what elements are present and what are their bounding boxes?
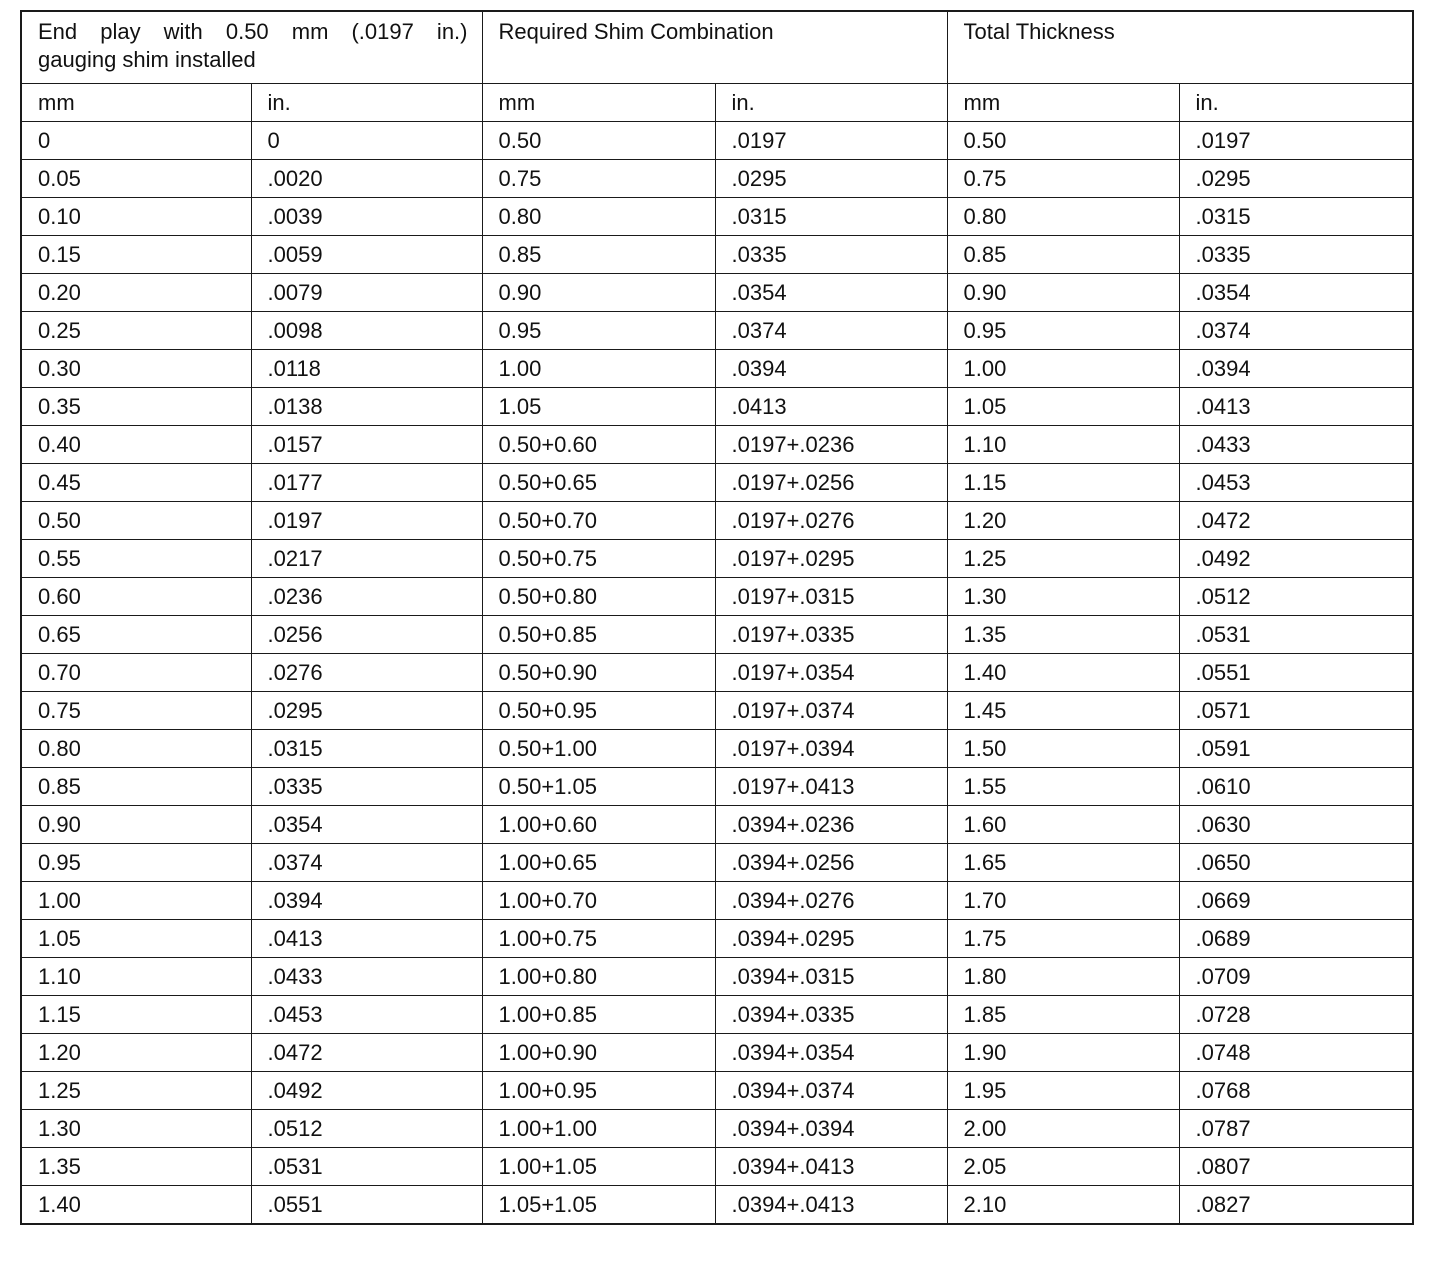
cell-shim-mm: 1.00+1.05: [482, 1148, 715, 1186]
cell-end-play-in: .0098: [251, 312, 482, 350]
cell-end-play-mm: 0: [21, 122, 251, 160]
cell-total-mm: 1.75: [947, 920, 1179, 958]
cell-total-mm: 1.30: [947, 578, 1179, 616]
cell-shim-mm: 0.80: [482, 198, 715, 236]
cell-total-mm: 1.40: [947, 654, 1179, 692]
cell-total-mm: 1.35: [947, 616, 1179, 654]
cell-end-play-mm: 0.85: [21, 768, 251, 806]
cell-shim-mm: 0.50: [482, 122, 715, 160]
cell-end-play-in: .0315: [251, 730, 482, 768]
end-play-header-line2: gauging shim installed: [38, 47, 256, 72]
cell-shim-mm: 1.00+0.85: [482, 996, 715, 1034]
cell-end-play-mm: 1.20: [21, 1034, 251, 1072]
cell-end-play-in: .0453: [251, 996, 482, 1034]
cell-total-mm: 0.50: [947, 122, 1179, 160]
cell-end-play-mm: 0.60: [21, 578, 251, 616]
cell-shim-in: .0295: [715, 160, 947, 198]
cell-end-play-in: .0236: [251, 578, 482, 616]
cell-end-play-mm: 1.30: [21, 1110, 251, 1148]
cell-total-mm: 1.95: [947, 1072, 1179, 1110]
cell-shim-mm: 1.05: [482, 388, 715, 426]
cell-end-play-in: .0354: [251, 806, 482, 844]
required-shim-header-text: Required Shim Combination: [498, 19, 774, 44]
table-row: [21, 768, 1413, 806]
table-row: [21, 160, 1413, 198]
cell-total-in: .0669: [1179, 882, 1413, 920]
unit-header-end-play-mm: mm: [21, 84, 251, 122]
table-row: [21, 1148, 1413, 1186]
cell-end-play-in: .0276: [251, 654, 482, 692]
table-body: [21, 11, 1413, 1224]
cell-end-play-in: .0413: [251, 920, 482, 958]
table-row: [21, 502, 1413, 540]
unit-header-shim-mm: mm: [482, 84, 715, 122]
cell-shim-mm: 0.50+0.85: [482, 616, 715, 654]
cell-end-play-in: .0295: [251, 692, 482, 730]
cell-shim-mm: 0.50+0.80: [482, 578, 715, 616]
cell-total-in: .0295: [1179, 160, 1413, 198]
total-thickness-header-text: Total Thickness: [963, 19, 1115, 44]
cell-end-play-mm: 0.40: [21, 426, 251, 464]
table-row: [21, 464, 1413, 502]
table-row: [21, 730, 1413, 768]
cell-total-in: .0472: [1179, 502, 1413, 540]
cell-total-mm: 0.85: [947, 236, 1179, 274]
cell-end-play-mm: 1.00: [21, 882, 251, 920]
cell-total-mm: 0.75: [947, 160, 1179, 198]
table-row: [21, 1072, 1413, 1110]
cell-end-play-mm: 0.70: [21, 654, 251, 692]
cell-total-mm: 1.60: [947, 806, 1179, 844]
cell-end-play-mm: 0.20: [21, 274, 251, 312]
cell-total-in: .0610: [1179, 768, 1413, 806]
cell-total-in: .0354: [1179, 274, 1413, 312]
cell-shim-mm: 0.50+0.65: [482, 464, 715, 502]
cell-total-in: .0728: [1179, 996, 1413, 1034]
cell-shim-mm: 0.95: [482, 312, 715, 350]
cell-total-in: .0433: [1179, 426, 1413, 464]
cell-end-play-mm: 0.25: [21, 312, 251, 350]
cell-shim-in: .0197+.0394: [715, 730, 947, 768]
table-row: [21, 388, 1413, 426]
cell-shim-in: .0394+.0256: [715, 844, 947, 882]
cell-total-mm: 1.05: [947, 388, 1179, 426]
cell-shim-mm: 0.75: [482, 160, 715, 198]
cell-end-play-in: .0039: [251, 198, 482, 236]
cell-total-mm: 2.00: [947, 1110, 1179, 1148]
cell-shim-mm: 0.50+0.95: [482, 692, 715, 730]
unit-header-end-play-in: in.: [251, 84, 482, 122]
cell-end-play-in: .0512: [251, 1110, 482, 1148]
cell-shim-in: .0394+.0394: [715, 1110, 947, 1148]
cell-shim-in: .0413: [715, 388, 947, 426]
cell-end-play-in: .0433: [251, 958, 482, 996]
cell-shim-mm: 1.00+0.60: [482, 806, 715, 844]
cell-shim-in: .0197+.0295: [715, 540, 947, 578]
unit-header-row: [21, 84, 1413, 122]
cell-end-play-in: 0: [251, 122, 482, 160]
cell-total-in: .0807: [1179, 1148, 1413, 1186]
group-header-row: [21, 11, 1413, 84]
cell-total-in: .0827: [1179, 1186, 1413, 1225]
cell-end-play-in: .0531: [251, 1148, 482, 1186]
cell-shim-in: .0197: [715, 122, 947, 160]
cell-end-play-in: .0492: [251, 1072, 482, 1110]
cell-shim-in: .0197+.0236: [715, 426, 947, 464]
table-row: [21, 274, 1413, 312]
cell-end-play-in: .0551: [251, 1186, 482, 1225]
cell-shim-mm: 0.90: [482, 274, 715, 312]
cell-total-mm: 1.00: [947, 350, 1179, 388]
cell-total-in: .0748: [1179, 1034, 1413, 1072]
cell-end-play-mm: 0.55: [21, 540, 251, 578]
table-row: [21, 1186, 1413, 1225]
table-row: [21, 198, 1413, 236]
cell-shim-in: .0394+.0335: [715, 996, 947, 1034]
cell-shim-in: .0315: [715, 198, 947, 236]
cell-end-play-in: .0335: [251, 768, 482, 806]
table-row: [21, 1034, 1413, 1072]
cell-end-play-in: .0394: [251, 882, 482, 920]
cell-end-play-mm: 0.65: [21, 616, 251, 654]
cell-total-in: .0650: [1179, 844, 1413, 882]
cell-total-mm: 1.15: [947, 464, 1179, 502]
cell-total-in: .0197: [1179, 122, 1413, 160]
cell-end-play-in: .0217: [251, 540, 482, 578]
cell-shim-in: .0197+.0276: [715, 502, 947, 540]
table-row: [21, 616, 1413, 654]
cell-total-in: .0689: [1179, 920, 1413, 958]
table-row: [21, 540, 1413, 578]
cell-end-play-mm: 0.30: [21, 350, 251, 388]
cell-total-in: .0709: [1179, 958, 1413, 996]
cell-shim-mm: 1.00+0.80: [482, 958, 715, 996]
cell-end-play-mm: 1.05: [21, 920, 251, 958]
cell-end-play-mm: 0.35: [21, 388, 251, 426]
cell-shim-mm: 0.50+0.60: [482, 426, 715, 464]
cell-shim-mm: 1.00+0.75: [482, 920, 715, 958]
cell-total-mm: 1.50: [947, 730, 1179, 768]
cell-end-play-mm: 0.50: [21, 502, 251, 540]
cell-end-play-mm: 0.90: [21, 806, 251, 844]
cell-shim-mm: 0.50+1.00: [482, 730, 715, 768]
cell-end-play-mm: 0.95: [21, 844, 251, 882]
cell-total-mm: 2.10: [947, 1186, 1179, 1225]
cell-end-play-in: .0020: [251, 160, 482, 198]
table-row: [21, 806, 1413, 844]
cell-total-in: .0591: [1179, 730, 1413, 768]
cell-total-in: .0315: [1179, 198, 1413, 236]
cell-total-mm: 1.25: [947, 540, 1179, 578]
cell-total-in: .0413: [1179, 388, 1413, 426]
table-row: [21, 122, 1413, 160]
cell-shim-in: .0354: [715, 274, 947, 312]
table-row: [21, 578, 1413, 616]
cell-end-play-mm: 1.25: [21, 1072, 251, 1110]
cell-shim-in: .0197+.0315: [715, 578, 947, 616]
cell-end-play-in: .0138: [251, 388, 482, 426]
cell-shim-in: .0394+.0374: [715, 1072, 947, 1110]
cell-shim-in: .0374: [715, 312, 947, 350]
cell-shim-in: .0394: [715, 350, 947, 388]
cell-shim-mm: 0.50+0.70: [482, 502, 715, 540]
unit-header-shim-in: in.: [715, 84, 947, 122]
cell-shim-in: .0394+.0295: [715, 920, 947, 958]
cell-end-play-mm: 1.35: [21, 1148, 251, 1186]
cell-end-play-mm: 0.10: [21, 198, 251, 236]
cell-total-mm: 1.20: [947, 502, 1179, 540]
cell-shim-in: .0394+.0413: [715, 1186, 947, 1225]
cell-total-in: .0630: [1179, 806, 1413, 844]
table-row: [21, 844, 1413, 882]
required-shim-header: [482, 11, 947, 84]
cell-shim-in: .0197+.0256: [715, 464, 947, 502]
cell-shim-in: .0394+.0354: [715, 1034, 947, 1072]
cell-end-play-mm: 1.10: [21, 958, 251, 996]
cell-total-in: .0453: [1179, 464, 1413, 502]
cell-total-mm: 0.90: [947, 274, 1179, 312]
cell-shim-in: .0394+.0315: [715, 958, 947, 996]
cell-total-in: .0551: [1179, 654, 1413, 692]
cell-shim-mm: 1.00+0.95: [482, 1072, 715, 1110]
cell-end-play-in: .0256: [251, 616, 482, 654]
cell-shim-mm: 1.00+0.90: [482, 1034, 715, 1072]
cell-total-mm: 1.90: [947, 1034, 1179, 1072]
cell-total-in: .0768: [1179, 1072, 1413, 1110]
table-row: [21, 958, 1413, 996]
cell-total-in: .0571: [1179, 692, 1413, 730]
cell-total-mm: 1.80: [947, 958, 1179, 996]
table-row: [21, 426, 1413, 464]
cell-end-play-in: .0157: [251, 426, 482, 464]
end-play-header-line1: End play with 0.50 mm (.0197 in.): [38, 19, 468, 44]
cell-end-play-mm: 1.15: [21, 996, 251, 1034]
cell-shim-mm: 1.00: [482, 350, 715, 388]
cell-end-play-in: .0472: [251, 1034, 482, 1072]
total-thickness-header: [947, 11, 1413, 84]
table-row: [21, 1110, 1413, 1148]
table-row: [21, 692, 1413, 730]
unit-header-total-in: in.: [1179, 84, 1413, 122]
cell-total-in: .0787: [1179, 1110, 1413, 1148]
cell-end-play-mm: 0.05: [21, 160, 251, 198]
end-play-header: [21, 11, 482, 84]
cell-end-play-in: .0079: [251, 274, 482, 312]
table-row: [21, 350, 1413, 388]
cell-end-play-in: .0118: [251, 350, 482, 388]
table-row: [21, 654, 1413, 692]
table-row: [21, 312, 1413, 350]
cell-shim-in: .0394+.0276: [715, 882, 947, 920]
cell-end-play-in: .0059: [251, 236, 482, 274]
cell-shim-in: .0197+.0374: [715, 692, 947, 730]
cell-total-mm: 0.80: [947, 198, 1179, 236]
table-row: [21, 920, 1413, 958]
cell-end-play-in: .0197: [251, 502, 482, 540]
cell-total-mm: 1.45: [947, 692, 1179, 730]
cell-shim-in: .0197+.0354: [715, 654, 947, 692]
cell-total-mm: 1.55: [947, 768, 1179, 806]
cell-total-mm: 1.10: [947, 426, 1179, 464]
cell-shim-mm: 1.05+1.05: [482, 1186, 715, 1225]
cell-total-in: .0394: [1179, 350, 1413, 388]
cell-total-in: .0531: [1179, 616, 1413, 654]
cell-shim-mm: 0.50+0.90: [482, 654, 715, 692]
cell-shim-mm: 1.00+0.65: [482, 844, 715, 882]
cell-total-in: .0335: [1179, 236, 1413, 274]
cell-shim-in: .0335: [715, 236, 947, 274]
cell-shim-mm: 1.00+1.00: [482, 1110, 715, 1148]
cell-shim-in: .0394+.0413: [715, 1148, 947, 1186]
cell-total-mm: 2.05: [947, 1148, 1179, 1186]
cell-shim-mm: 0.50+0.75: [482, 540, 715, 578]
cell-end-play-mm: 0.80: [21, 730, 251, 768]
unit-header-total-mm: mm: [947, 84, 1179, 122]
cell-total-in: .0374: [1179, 312, 1413, 350]
cell-end-play-mm: 1.40: [21, 1186, 251, 1225]
cell-total-in: .0492: [1179, 540, 1413, 578]
cell-total-mm: 0.95: [947, 312, 1179, 350]
cell-total-mm: 1.70: [947, 882, 1179, 920]
cell-shim-mm: 0.85: [482, 236, 715, 274]
shim-selection-table: [20, 10, 1414, 1225]
cell-shim-in: .0394+.0236: [715, 806, 947, 844]
cell-shim-in: .0197+.0413: [715, 768, 947, 806]
cell-total-mm: 1.85: [947, 996, 1179, 1034]
cell-shim-mm: 0.50+1.05: [482, 768, 715, 806]
cell-shim-in: .0197+.0335: [715, 616, 947, 654]
table-row: [21, 882, 1413, 920]
cell-end-play-mm: 0.75: [21, 692, 251, 730]
cell-end-play-mm: 0.15: [21, 236, 251, 274]
cell-end-play-in: .0177: [251, 464, 482, 502]
cell-shim-mm: 1.00+0.70: [482, 882, 715, 920]
cell-total-mm: 1.65: [947, 844, 1179, 882]
table-row: [21, 996, 1413, 1034]
cell-end-play-mm: 0.45: [21, 464, 251, 502]
cell-end-play-in: .0374: [251, 844, 482, 882]
cell-total-in: .0512: [1179, 578, 1413, 616]
table-row: [21, 236, 1413, 274]
